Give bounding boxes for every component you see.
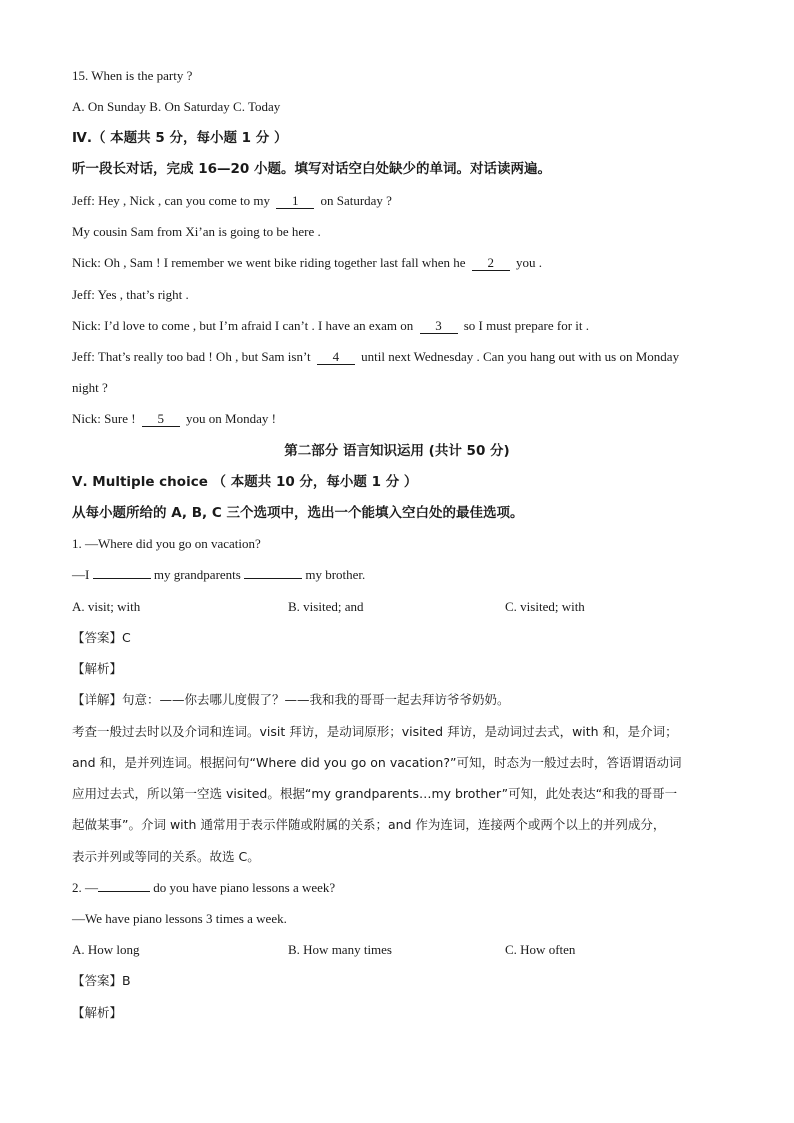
blank-4: 4	[317, 349, 355, 365]
blank-1: 1	[276, 193, 314, 209]
blank-5: 5	[142, 411, 180, 427]
q1-answer-line: —I my grandparents my brother.	[72, 567, 366, 582]
q2-answer-line: —We have piano lessons 3 times a week.	[72, 911, 287, 926]
q1-explanation-5: 表示并列或等同的关系。故选 C。	[72, 849, 260, 864]
q15-options: A. On Sunday B. On Saturday C. Today	[72, 99, 281, 114]
q1-option-b: B. visited; and	[288, 599, 364, 614]
section4-instruction: 听一段长对话，完成 16—20 小题。填写对话空白处缺少的单词。对话读两遍。	[72, 161, 551, 177]
q1-answer: 【答案】C	[72, 630, 131, 645]
dialog-line-2: My cousin Sam from Xi’an is going to be here .	[72, 224, 321, 239]
section5-heading: Ⅴ. Multiple choice （ 本题共 10 分，每小题 1 分 ）	[72, 474, 418, 490]
q2-option-c: C. How often	[505, 942, 576, 957]
q1-explanation-3: 应用过去式，所以第一空选 visited。根据“my grandparents…my brother”可知，此处表达“和我的哥哥一	[72, 786, 678, 801]
q1-option-c: C. visited; with	[505, 599, 585, 614]
dialog-line-1: Jeff: Hey , Nick , can you come to my 1 on Saturday ?	[72, 193, 392, 208]
q1-question: 1. —Where did you go on vacation?	[72, 536, 261, 551]
blank-3: 3	[420, 318, 458, 334]
blank-2: 2	[472, 255, 510, 271]
dialog-line-7: night ?	[72, 380, 108, 395]
section5-instruction: 从每小题所给的 A, B, C 三个选项中，选出一个能填入空白处的最佳选项。	[72, 505, 524, 521]
q2-option-a: A. How long	[72, 942, 140, 957]
q2-answer: 【答案】B	[72, 973, 131, 988]
q1-explanation-2: and 和，是并列连词。根据问句“Where did you go on vacation?”可知，时态为一般过去时，答语谓语动词	[72, 755, 682, 770]
q1-blank-1	[93, 578, 151, 579]
dialog-line-5: Nick: I’d love to come , but I’m afraid I can’t . I have an exam on 3 so I must prepare for it .	[72, 318, 590, 333]
dialog-line-3: Nick: Oh , Sam ! I remember we went bike riding together last fall when he 2 you .	[72, 255, 542, 270]
section4-heading: Ⅳ.（ 本题共 5 分，每小题 1 分 ）	[72, 130, 288, 146]
dialog-line-8: Nick: Sure ! 5 you on Monday !	[72, 411, 276, 426]
q15-question: 15. When is the party ?	[72, 68, 193, 83]
q2-analysis-label: 【解析】	[72, 1005, 123, 1020]
q2-option-b: B. How many times	[288, 942, 392, 957]
q1-detail: 【详解】句意：——你去哪儿度假了？——我和我的哥哥一起去拜访爷爷奶奶。	[72, 692, 510, 707]
q2-question: 2. — do you have piano lessons a week?	[72, 880, 336, 895]
q1-explanation-1: 考查一般过去时以及介词和连词。visit 拜访，是动词原形；visited 拜访，是动词过去式，with 和，是介词；	[72, 724, 678, 739]
q1-option-a: A. visit; with	[72, 599, 141, 614]
q1-blank-2	[244, 578, 302, 579]
q1-analysis-label: 【解析】	[72, 661, 123, 676]
dialog-line-4: Jeff: Yes , that’s right .	[72, 287, 189, 302]
dialog-line-6: Jeff: That’s really too bad ! Oh , but Sam isn’t 4 until next Wednesday . Can you hang out with us on Monday	[72, 349, 680, 364]
q2-blank	[98, 891, 150, 892]
q1-explanation-4: 起做某事”。介词 with 通常用于表示伴随或附属的关系；and 作为连词，连接两个或两个以上的并列成分，	[72, 817, 666, 832]
part2-heading: 第二部分 语言知识运用 (共计 50 分)	[284, 443, 510, 459]
